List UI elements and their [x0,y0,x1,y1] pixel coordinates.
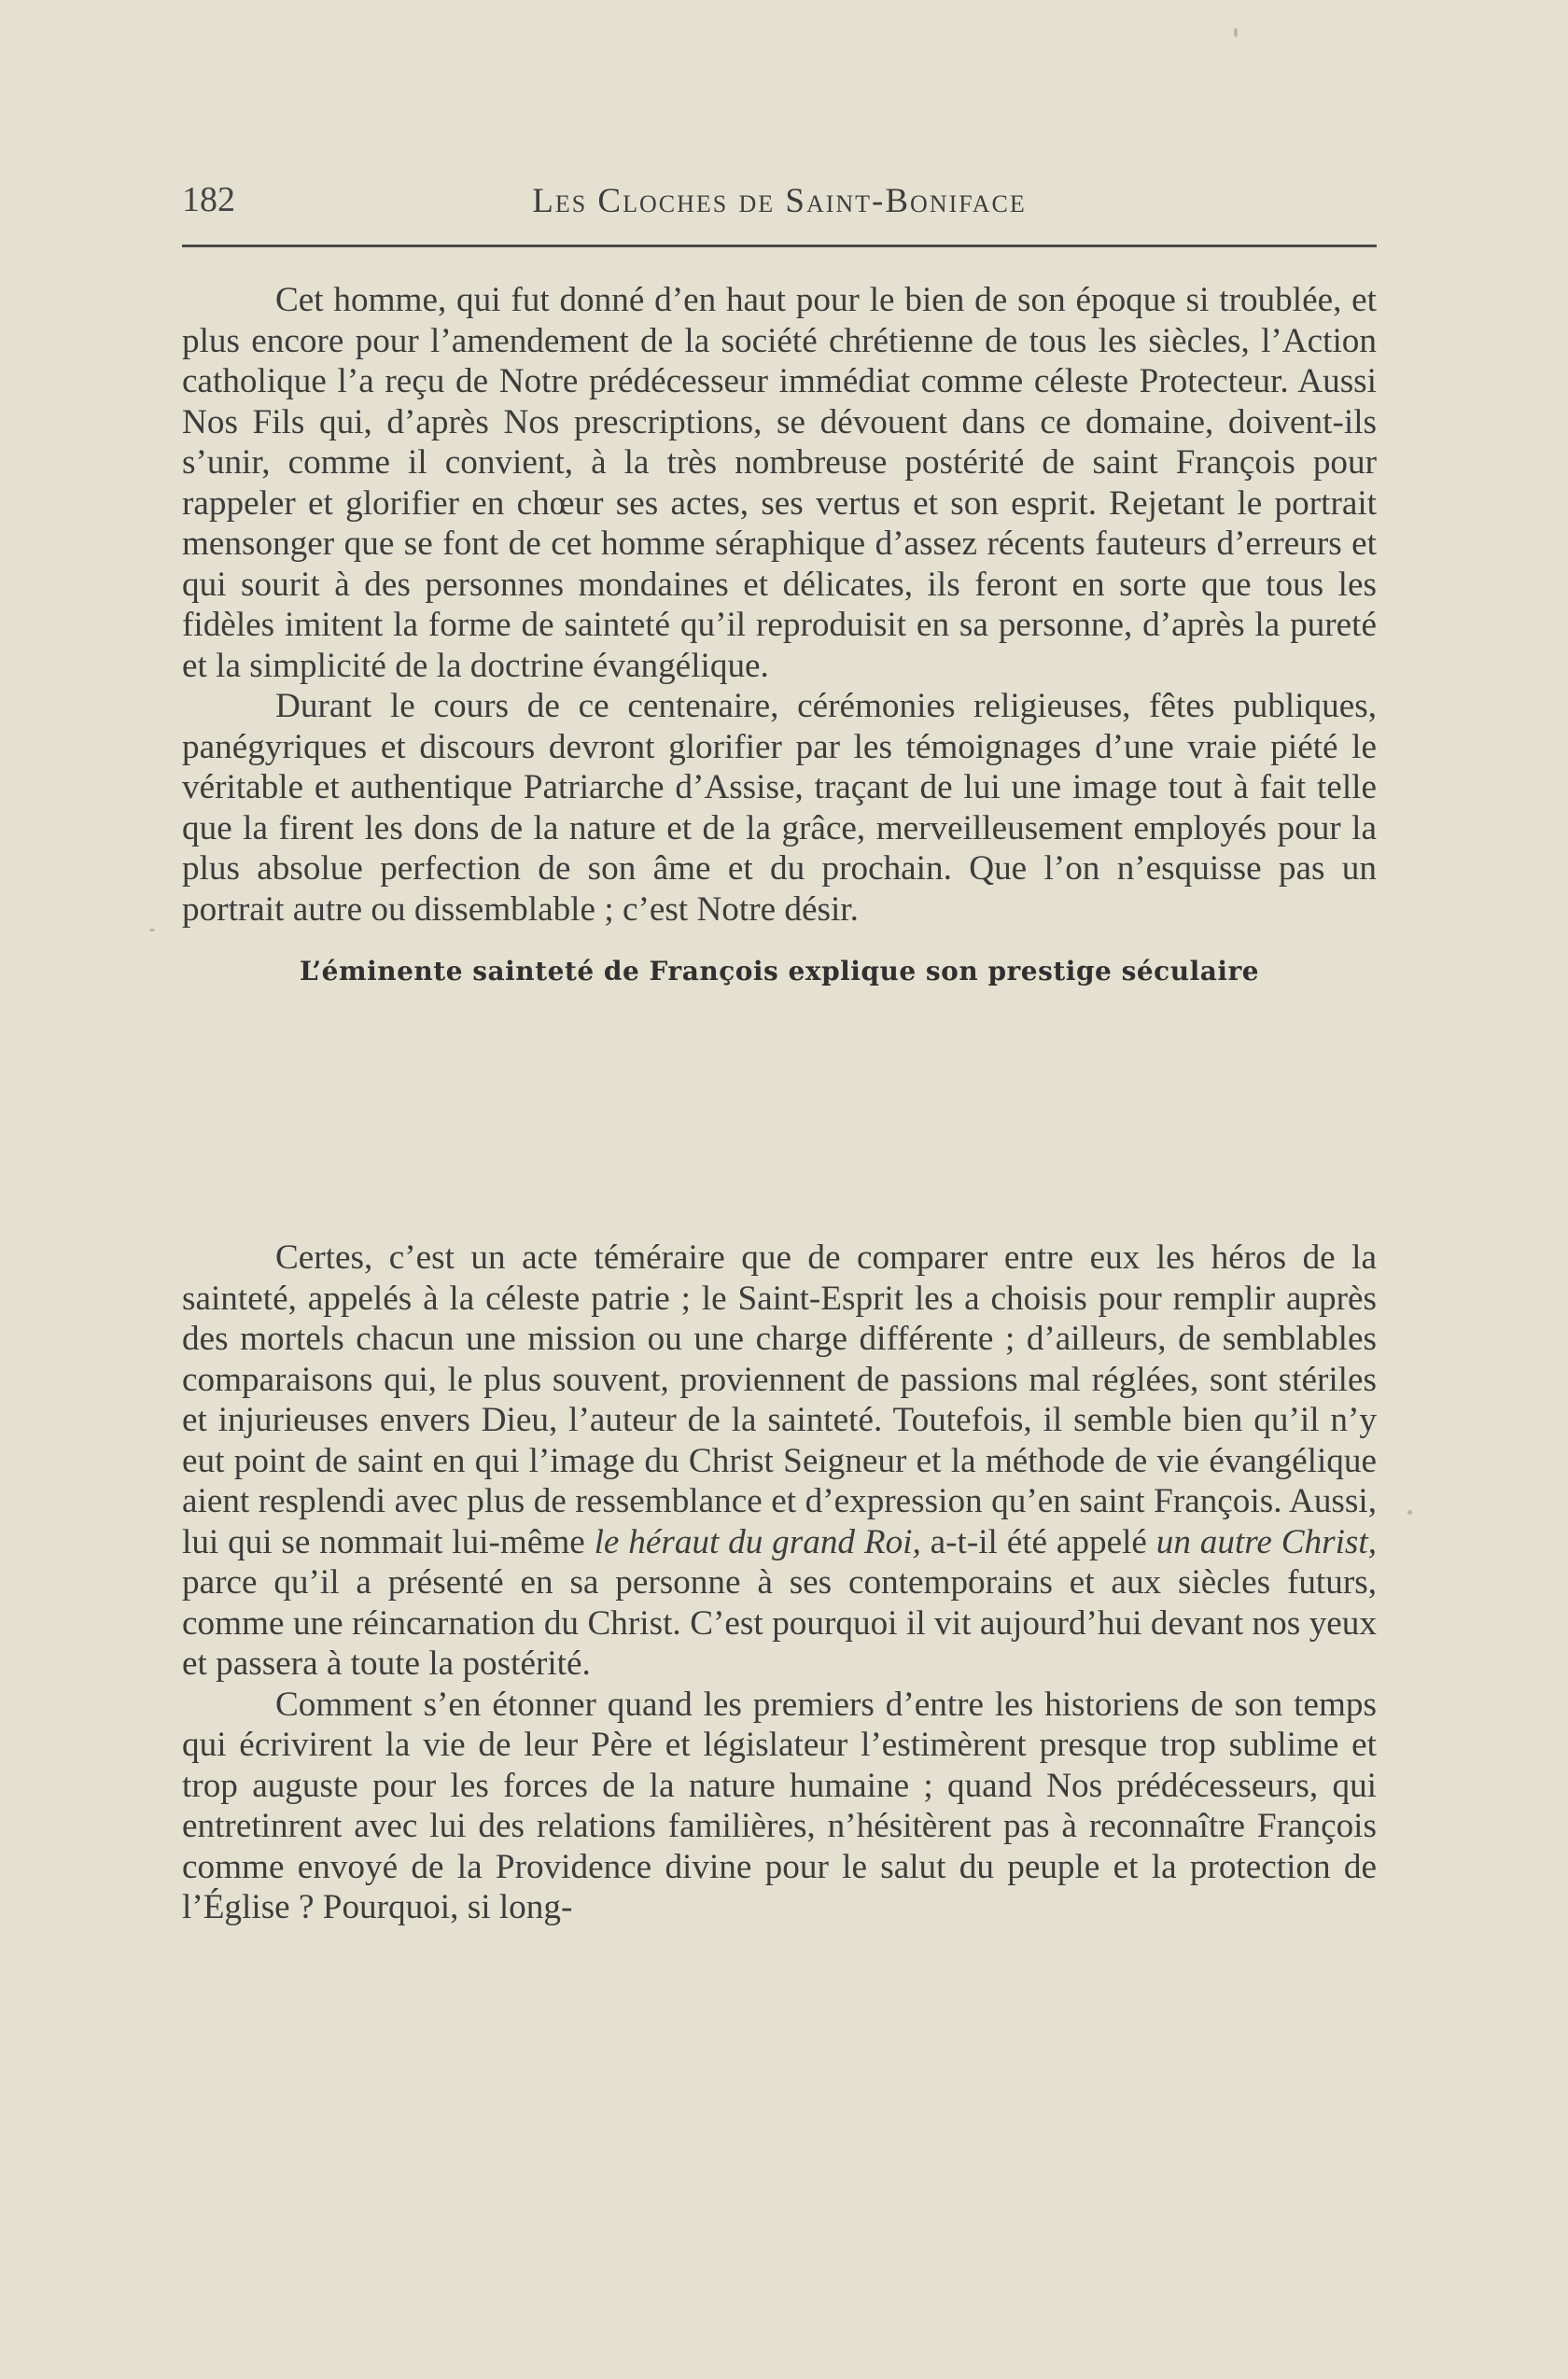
running-title: Les Cloches de Saint-Boniface [532,182,1027,220]
paragraph-three-text-a: Certes, c’est un acte téméraire que de comparer entre eux les héros de la sainteté, appelés à la céleste patrie ; le Saint-Esprit les a choisis pour remplir auprès des mortels chacun une mission ou une charge différente ; d’ailleurs, de semblables comparaisons qui, le plus souvent, proviennent de passions mal réglées, sont stériles et injurieuses envers Dieu, l’auteur de la sainteté. Toutefois, il semble bien qu’il n’y eut point de saint en qui l’image du Christ Seigneur et la méthode de vie évangélique aient resplendi avec plus de ressemblance et d’expression qu’en saint François. Aussi, lui qui se nommait lui-même [182,1238,1377,1561]
paragraph-three [182,1238,1377,1685]
paragraph-three-text-b: a-t-il été appelé [920,1522,1156,1561]
italic-phrase-herald: le héraut du grand Roi, [594,1522,921,1561]
page-number: 182 [182,180,235,219]
paper-speck [1234,28,1238,37]
section-two [182,1238,1377,1928]
paper-speck [1407,1510,1412,1515]
section-heading: L’éminente sainteté de François explique son prestige séculaire [299,956,1260,987]
paragraph-one: Cet homme, qui fut donné d’en haut pour le bien de son époque si troublée, et plus encore pour l’amendement de la société chrétienne de tous les siècles, l’Action catholique l’a reçu de Notre prédécesseur immédiat comme céleste Protecteur. Aussi Nos Fils qui, d’après Nos prescriptions, se dévouent dans ce domaine, doivent-ils s’unir, comme il convient, à la très nombreuse postérité de saint François pour rappeler et glorifier en chœur ses actes, ses vertus et son esprit. Rejetant le portrait mensonger que se font de cet homme séraphique d’assez récents fauteurs d’erreurs et qui sourit à des personnes mondaines et délicates, ils feront en sorte que tous les fidèles imitent la forme de sainteté qu’il reproduisit en sa personne, d’après la pureté et la simplicité de la doctrine évangélique. [182,281,1377,685]
paper-speck [149,929,155,931]
paragraph-two: Durant le cours de ce centenaire, cérémonies religieuses, fêtes publiques, panégyriques et discours devront glorifier par les témoignages d’une vraie piété le véritable et authentique Patriarche d’Assise, traçant de lui une image tout à fait telle que la firent les dons de la nature et de la grâce, merveilleusement employés pour la plus absolue perfection de son âme et du prochain. Que l’on n’esquisse pas un portrait autre ou dissemblable ; c’est Notre désir. [182,687,1377,929]
section-one [182,280,1377,1014]
header-rule [182,245,1377,247]
paragraph-four: Comment s’en étonner quand les premiers d’entre les historiens de son temps qui écrivirent la vie de leur Père et législateur l’estimèrent presque trop sublime et trop auguste pour les forces de la nature humaine ; quand Nos prédécesseurs, qui entretinrent avec lui des relations familières, n’hésitèrent pas à reconnaître François comme envoyé de la Providence divine pour le salut du peuple et la protection de l’Église ? Pourquoi, si long- [182,1685,1377,1926]
italic-phrase-another-christ: un autre Christ, [1155,1522,1378,1561]
running-head [182,168,1377,224]
paragraph-three-text-c: parce qu’il a présenté en sa personne à ses contemporains et aux siècles futurs, comme une réincarnation du Christ. C’est pourquoi il vit aujourd’hui devant nos yeux et passera à toute la postérité. [182,1563,1377,1683]
